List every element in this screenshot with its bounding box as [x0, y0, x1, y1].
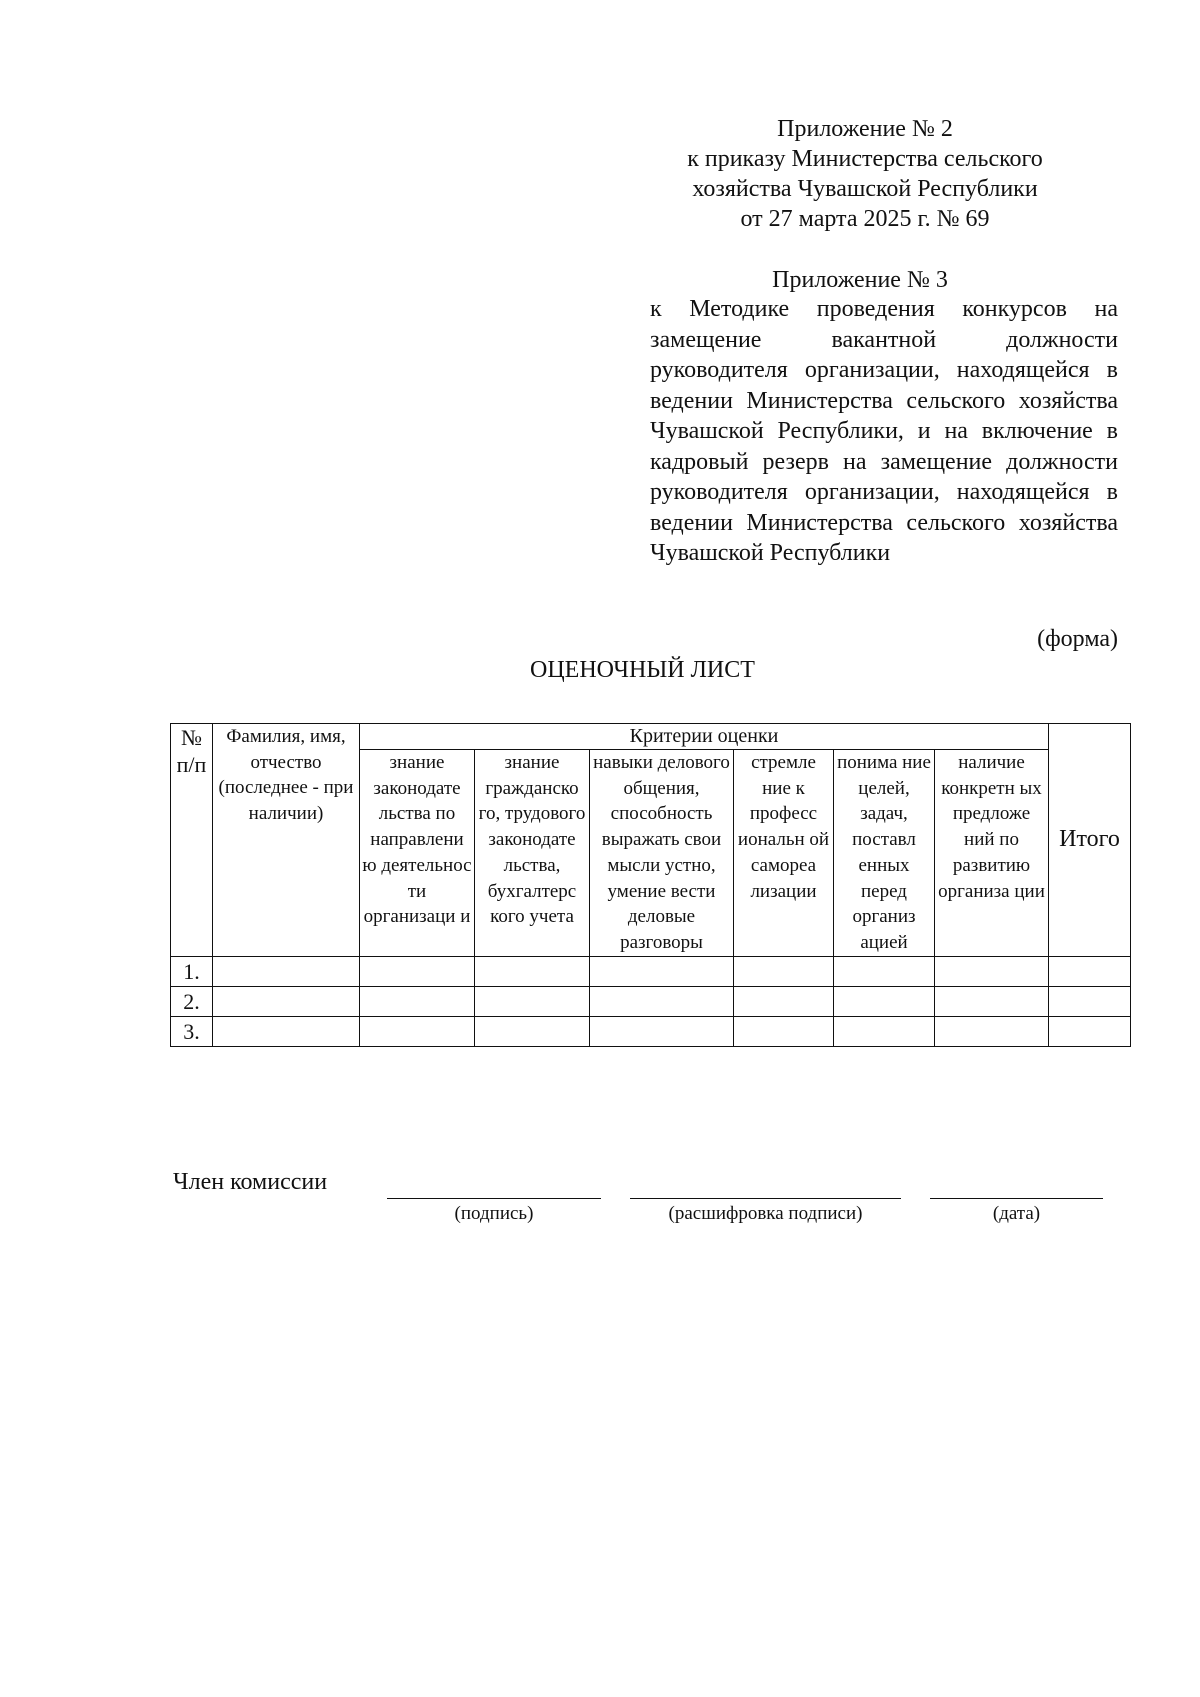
- criterion-header: навыки делового общения, способность выражать свои мысли устно, умение вести деловые разговоры: [590, 750, 734, 957]
- criteria-group-header: Критерии оценки: [360, 724, 1049, 750]
- criterion-header: наличие конкретн ых предложе ний по развитию организа ции: [935, 750, 1049, 957]
- appendix-2-title: Приложение № 2: [777, 116, 953, 142]
- table-cell: [935, 986, 1049, 1016]
- column-header-total: Итого: [1049, 724, 1131, 957]
- table-cell: [360, 1016, 475, 1046]
- table-cell: [734, 956, 834, 986]
- row-number: 1.: [171, 956, 213, 986]
- column-header-name: Фамилия, имя, отчество (последнее - при наличии): [213, 724, 360, 957]
- appendix-2-line-1: к приказу Министерства сельского: [687, 146, 1043, 172]
- date-caption: (дата): [992, 1203, 1041, 1224]
- signature-decode-line: [630, 1198, 901, 1199]
- table-cell: [734, 1016, 834, 1046]
- signature-line: [387, 1198, 601, 1199]
- table-cell: [935, 1016, 1049, 1046]
- appendix-2-line-3: от 27 марта 2025 г. № 69: [740, 206, 990, 232]
- column-header-number: № п/п: [171, 724, 213, 957]
- table-cell: [213, 1016, 360, 1046]
- table-cell: [834, 986, 935, 1016]
- row-number: 2.: [171, 986, 213, 1016]
- appendix-3-body: к Методике проведения конкурсов на замещение вакантной должности руководителя организации, находящейся в ведении Министерства сельского хозяйства Чувашской Республики, и на включение в кадровый резерв на замещение должности руководителя организации, находящейся в ведении Министерства сельского хозяйства Чувашской Республики: [650, 296, 1118, 566]
- table-cell: [360, 956, 475, 986]
- criterion-header: стремле ние к професс иональн ой самореа лизации: [734, 750, 834, 957]
- criterion-header: знание законодате льства по направлени ю деятельнос ти организаци и: [360, 750, 475, 957]
- form-label: (форма): [1037, 626, 1118, 652]
- commission-member-label: Член комиссии: [173, 1169, 328, 1195]
- table-cell: [360, 986, 475, 1016]
- criterion-header: понима ние целей, задач, поставл енных перед организ ацией: [834, 750, 935, 957]
- table-cell: [734, 986, 834, 1016]
- appendix-2-line-2: хозяйства Чувашской Республики: [692, 176, 1038, 202]
- table-cell: [213, 986, 360, 1016]
- table-cell: [935, 956, 1049, 986]
- table-cell: [590, 1016, 734, 1046]
- signature-decode-caption: (расшифровка подписи): [668, 1203, 863, 1224]
- table-cell: [1049, 956, 1131, 986]
- criterion-header: знание гражданско го, трудового законодате льства, бухгалтерс кого учета: [475, 750, 590, 957]
- table-cell: [475, 956, 590, 986]
- table-cell: [590, 986, 734, 1016]
- table-row: [171, 956, 1131, 986]
- table-row: [171, 986, 1131, 1016]
- table-cell: [475, 1016, 590, 1046]
- date-line: [930, 1198, 1103, 1199]
- table-cell: [475, 986, 590, 1016]
- appendix-2-header: [620, 114, 1110, 234]
- appendix-3-title: Приложение № 3: [772, 267, 948, 293]
- evaluation-table: [170, 723, 1131, 1047]
- signature-caption: (подпись): [454, 1203, 534, 1224]
- table-cell: [834, 956, 935, 986]
- table-row: [171, 1016, 1131, 1046]
- row-number: 3.: [171, 1016, 213, 1046]
- document-title: ОЦЕНОЧНЫЙ ЛИСТ: [530, 657, 755, 683]
- table-cell: [1049, 1016, 1131, 1046]
- table-cell: [834, 1016, 935, 1046]
- table-cell: [590, 956, 734, 986]
- table-cell: [213, 956, 360, 986]
- table-cell: [1049, 986, 1131, 1016]
